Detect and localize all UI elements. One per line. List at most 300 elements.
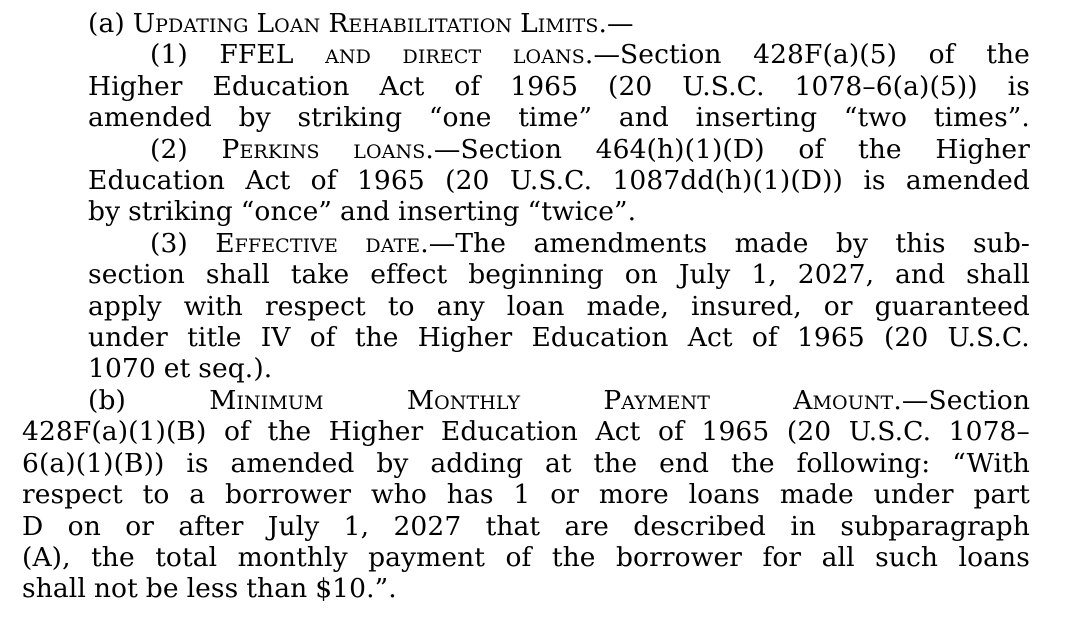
text-word (297, 102, 402, 133)
text-word (365, 228, 506, 259)
text-word (959, 542, 1030, 573)
body-text: (1) (150, 39, 188, 71)
text-word (619, 102, 669, 133)
body-text: all (821, 541, 855, 573)
body-text: is (863, 165, 886, 197)
body-text: effect (370, 259, 448, 291)
text-word (875, 291, 1030, 322)
text-word (329, 416, 424, 447)
text-word (513, 479, 530, 510)
body-text: title (187, 322, 242, 354)
body-text: of (454, 70, 481, 102)
heading-smallcaps-text: Effective (215, 227, 338, 259)
text-line (22, 448, 1030, 479)
text-word (125, 511, 154, 542)
body-text: payment (368, 541, 486, 573)
body-text: inserting (398, 196, 520, 228)
text-word (225, 479, 351, 510)
text-word (550, 479, 579, 510)
text-word (735, 228, 809, 259)
body-text: with (183, 290, 243, 322)
text-word (133, 8, 249, 39)
body-text: IV (260, 322, 291, 354)
body-text: for (762, 541, 802, 573)
text-word (187, 573, 239, 604)
text-line (22, 479, 1030, 510)
body-text: 1965 (701, 416, 770, 448)
body-text: by (835, 227, 869, 259)
body-text: the (986, 39, 1030, 71)
text-word (353, 134, 562, 165)
text-word (88, 102, 212, 133)
text-line (22, 511, 1030, 542)
text-word (265, 291, 366, 322)
body-text: borrower (615, 541, 743, 573)
text-word (215, 228, 338, 259)
text-line (22, 353, 1030, 384)
text-word (246, 573, 307, 604)
text-line (22, 385, 1030, 416)
body-text: made (734, 227, 809, 259)
text-word (454, 71, 480, 102)
text-word (393, 511, 461, 542)
body-text: by (238, 102, 271, 134)
body-text: loans (688, 479, 760, 511)
text-word (973, 228, 1030, 259)
body-text: Act (245, 165, 291, 197)
text-line (22, 39, 1030, 70)
body-text: on (624, 259, 658, 291)
text-word (797, 322, 865, 353)
text-word (143, 479, 170, 510)
text-word (447, 479, 494, 510)
body-text: be (145, 573, 179, 605)
body-text: “twice”. (527, 196, 637, 228)
body-text: and (895, 259, 946, 291)
text-word (88, 291, 162, 322)
body-text: end (659, 447, 710, 479)
body-text: amended (88, 102, 212, 134)
body-text: Act (379, 70, 425, 102)
body-text: insured, (691, 290, 802, 322)
text-word (863, 165, 885, 196)
body-text: 1070 (88, 353, 156, 385)
heading-smallcaps-text: loans. (353, 133, 434, 165)
text-word (533, 228, 707, 259)
body-text: under (873, 479, 954, 511)
text-word (94, 573, 138, 604)
body-text: the (858, 133, 902, 165)
text-word (340, 196, 390, 227)
text-word (973, 479, 1029, 510)
text-word (222, 134, 320, 165)
body-text: less (186, 573, 239, 605)
text-word (88, 259, 185, 290)
text-word (691, 291, 802, 322)
text-line (22, 291, 1030, 322)
body-text: by (376, 447, 409, 479)
body-text: borrower (225, 479, 352, 511)
text-word (370, 259, 447, 290)
text-word (241, 196, 332, 227)
body-text: (20 (786, 416, 832, 448)
heading-smallcaps-text: direct (402, 39, 482, 71)
body-text: of (309, 322, 336, 354)
body-text: 1965 (356, 165, 425, 197)
body-text: of (223, 416, 250, 448)
text-word (753, 39, 897, 70)
text-word (545, 448, 572, 479)
body-text: 6(a)(1)(B)) (22, 447, 165, 479)
text-word (552, 542, 596, 573)
body-text: or (550, 479, 580, 511)
body-text: —Section (433, 133, 562, 165)
text-word (797, 448, 931, 479)
text-word (948, 322, 1030, 353)
text-word (762, 542, 801, 573)
text-word (531, 322, 668, 353)
body-text: Higher (88, 70, 183, 102)
text-word (731, 448, 775, 479)
text-line (22, 322, 1030, 353)
body-text: or (125, 510, 155, 542)
text-word (513, 39, 722, 70)
text-word (311, 165, 337, 196)
text-line (22, 573, 1030, 604)
body-text: Education (88, 165, 226, 197)
text-line (22, 8, 1030, 39)
body-text: 2027, (797, 259, 875, 291)
body-text: — (606, 8, 634, 39)
text-word (198, 353, 272, 384)
text-word (596, 134, 765, 165)
text-word (189, 479, 205, 510)
heading-smallcaps-text: Loan (256, 8, 321, 39)
text-word (934, 102, 1030, 133)
body-text: 1078– (948, 416, 1030, 448)
body-text: by (88, 196, 121, 228)
text-word (751, 259, 776, 290)
body-text: of (310, 165, 337, 197)
text-word (430, 448, 523, 479)
text-word (587, 291, 670, 322)
heading-smallcaps-text: Minimum (209, 384, 324, 416)
body-text: any (436, 290, 485, 322)
text-word (91, 542, 135, 573)
text-word (790, 511, 816, 542)
body-text: times”. (933, 102, 1030, 134)
text-word (291, 259, 350, 290)
text-word (441, 416, 578, 447)
text-word (88, 8, 125, 39)
body-text: striking (297, 102, 403, 134)
text-word (949, 416, 1030, 447)
text-word (608, 71, 652, 102)
text-word (875, 542, 938, 573)
body-text: 2027 (393, 510, 462, 542)
text-word (388, 291, 415, 322)
body-text: Education (212, 70, 350, 102)
text-word (688, 322, 733, 353)
legislative-text-block (22, 8, 1030, 605)
text-line (22, 228, 1030, 259)
text-word (150, 228, 188, 259)
text-word (520, 8, 634, 39)
heading-smallcaps-text: date. (365, 227, 429, 259)
body-text: 1 (513, 479, 531, 511)
text-word (146, 573, 179, 604)
text-word (88, 196, 120, 227)
body-text: $10.”. (315, 573, 397, 605)
text-word (88, 71, 183, 102)
body-text: inserting (695, 102, 818, 134)
text-word (612, 165, 843, 196)
text-word (906, 165, 1030, 196)
body-text: sub- (972, 227, 1030, 259)
heading-smallcaps-text: and (325, 39, 371, 71)
heading-smallcaps-text: Monthly (406, 384, 521, 416)
body-text: shall (205, 259, 270, 291)
body-text: apply (88, 290, 162, 322)
body-text: are (564, 510, 609, 542)
body-text: U.S.C. (848, 416, 932, 448)
text-word (780, 479, 854, 510)
text-line (22, 259, 1030, 290)
text-word (219, 39, 293, 70)
body-text: or (823, 290, 853, 322)
text-word (468, 259, 604, 290)
text-word (206, 259, 270, 290)
text-word (368, 542, 485, 573)
text-word (355, 322, 399, 353)
text-word (344, 511, 369, 542)
text-line (22, 196, 1030, 227)
text-line (22, 542, 1030, 573)
body-text: 1, (343, 510, 370, 542)
text-word (22, 542, 71, 573)
heading-smallcaps-text: Payment (603, 384, 710, 416)
text-line (22, 416, 1030, 447)
text-word (268, 416, 312, 447)
body-text: after (178, 510, 244, 542)
body-text: more (598, 479, 669, 511)
text-word (564, 511, 608, 542)
text-word (625, 259, 658, 290)
text-word (325, 39, 371, 70)
text-word (966, 259, 1030, 290)
text-word (505, 542, 531, 573)
body-text: (A), (22, 541, 71, 573)
text-word (357, 165, 425, 196)
body-text: take (290, 259, 350, 291)
body-text: (3) (150, 227, 188, 259)
text-word (22, 573, 86, 604)
body-text: that (485, 510, 541, 542)
body-text: time” (518, 102, 593, 134)
text-word (682, 71, 764, 102)
body-text: and (339, 196, 391, 228)
body-text: amendments (533, 227, 708, 259)
body-text: 464(h)(1)(D) (595, 133, 765, 165)
text-word (88, 165, 225, 196)
text-word (594, 448, 638, 479)
text-line (22, 165, 1030, 196)
text-word (230, 448, 354, 479)
body-text: striking (128, 196, 233, 228)
body-text: a (189, 479, 206, 511)
text-word (659, 448, 709, 479)
body-text: 1078–6(a)(5)) (794, 70, 978, 102)
text-word (184, 291, 243, 322)
text-line (22, 134, 1030, 165)
body-text: and (618, 102, 669, 134)
body-text: to (142, 479, 170, 511)
body-text: is (186, 447, 209, 479)
body-text: respect (22, 479, 123, 511)
text-word (445, 165, 489, 196)
body-text: (20 (883, 322, 929, 354)
body-text: Higher (935, 133, 1030, 165)
body-text: 428F(a)(1)(B) (22, 416, 207, 448)
text-word (1008, 71, 1030, 102)
text-word (376, 448, 408, 479)
body-text: seq.). (198, 353, 273, 385)
body-text: Higher (417, 322, 513, 354)
body-text: such (875, 541, 939, 573)
text-word (510, 71, 578, 102)
text-word (88, 385, 126, 416)
body-text: “With (952, 447, 1030, 479)
body-text: the (730, 447, 775, 479)
body-text: to (387, 290, 415, 322)
text-word (952, 448, 1030, 479)
body-text: of (798, 133, 825, 165)
body-text: et (163, 353, 191, 385)
body-text: the (551, 541, 596, 573)
body-text: the (593, 447, 638, 479)
body-text: Education (531, 322, 669, 354)
text-word (874, 479, 954, 510)
text-word (268, 511, 320, 542)
text-word (798, 134, 824, 165)
body-text: U.S.C. (509, 165, 593, 197)
text-word (418, 322, 513, 353)
body-text: of (928, 39, 955, 71)
text-word (22, 416, 206, 447)
text-word (836, 228, 868, 259)
body-text: the (354, 322, 399, 354)
body-text: adding (430, 447, 524, 479)
text-word (178, 511, 243, 542)
text-word (935, 134, 1030, 165)
text-word (429, 102, 492, 133)
body-text: —Section (593, 39, 722, 71)
text-word (155, 542, 217, 573)
body-text: following: (796, 447, 931, 479)
text-word (88, 353, 156, 384)
text-word (507, 291, 565, 322)
body-text: shall (966, 259, 1030, 291)
text-word (616, 542, 742, 573)
body-text: has (446, 479, 494, 511)
body-text: beginning (468, 259, 604, 291)
heading-smallcaps-text: FFEL (219, 39, 294, 71)
text-word (858, 134, 902, 165)
body-text: Act (687, 322, 733, 354)
body-text: amended (230, 447, 355, 479)
text-word (164, 353, 191, 384)
body-text: is (1007, 70, 1030, 102)
text-word (795, 71, 978, 102)
text-word (633, 511, 766, 542)
body-text: D (22, 510, 44, 542)
body-text: on (67, 510, 101, 542)
text-word (128, 196, 233, 227)
body-text: 1965 (510, 70, 579, 102)
text-word (528, 196, 637, 227)
text-line (22, 102, 1030, 133)
body-text: loans (958, 541, 1030, 573)
text-word (186, 448, 208, 479)
text-word (238, 542, 348, 573)
body-text: (20 (608, 70, 653, 102)
body-text: subparagraph (840, 510, 1030, 542)
text-word (245, 165, 290, 196)
text-word (603, 385, 710, 416)
body-text: “one (428, 102, 492, 134)
body-text: not (93, 573, 138, 605)
body-text: Act (595, 416, 641, 448)
body-text: July (267, 510, 320, 542)
text-word (239, 102, 271, 133)
body-text: Education (440, 416, 578, 448)
text-word (895, 228, 945, 259)
body-text: —The (428, 227, 507, 259)
text-word (315, 573, 397, 604)
body-text: 1, (751, 259, 777, 291)
body-text: made, (586, 290, 670, 322)
body-text: section (88, 259, 185, 291)
text-word (518, 102, 592, 133)
body-text: Higher (328, 416, 424, 448)
text-line (22, 71, 1030, 102)
text-word (486, 511, 541, 542)
text-word (986, 39, 1030, 70)
body-text: this (895, 227, 946, 259)
text-word (68, 511, 101, 542)
text-word (679, 259, 731, 290)
body-text: respect (265, 290, 366, 322)
text-word (822, 542, 855, 573)
text-word (752, 322, 778, 353)
body-text: of (505, 541, 532, 573)
text-word (256, 8, 320, 39)
body-text: “two (843, 102, 908, 134)
text-word (261, 322, 291, 353)
body-text: of (751, 322, 778, 354)
body-text: of (657, 416, 684, 448)
body-text: (a) (88, 8, 125, 39)
heading-smallcaps-text: Updating (132, 8, 249, 39)
text-word (150, 134, 188, 165)
body-text: loan (506, 290, 565, 322)
heading-smallcaps-text: Perkins (221, 133, 320, 165)
text-word (22, 479, 123, 510)
text-word (701, 416, 769, 447)
text-word (658, 416, 684, 447)
body-text: 1965 (796, 322, 865, 354)
body-text: U.S.C. (947, 322, 1030, 354)
